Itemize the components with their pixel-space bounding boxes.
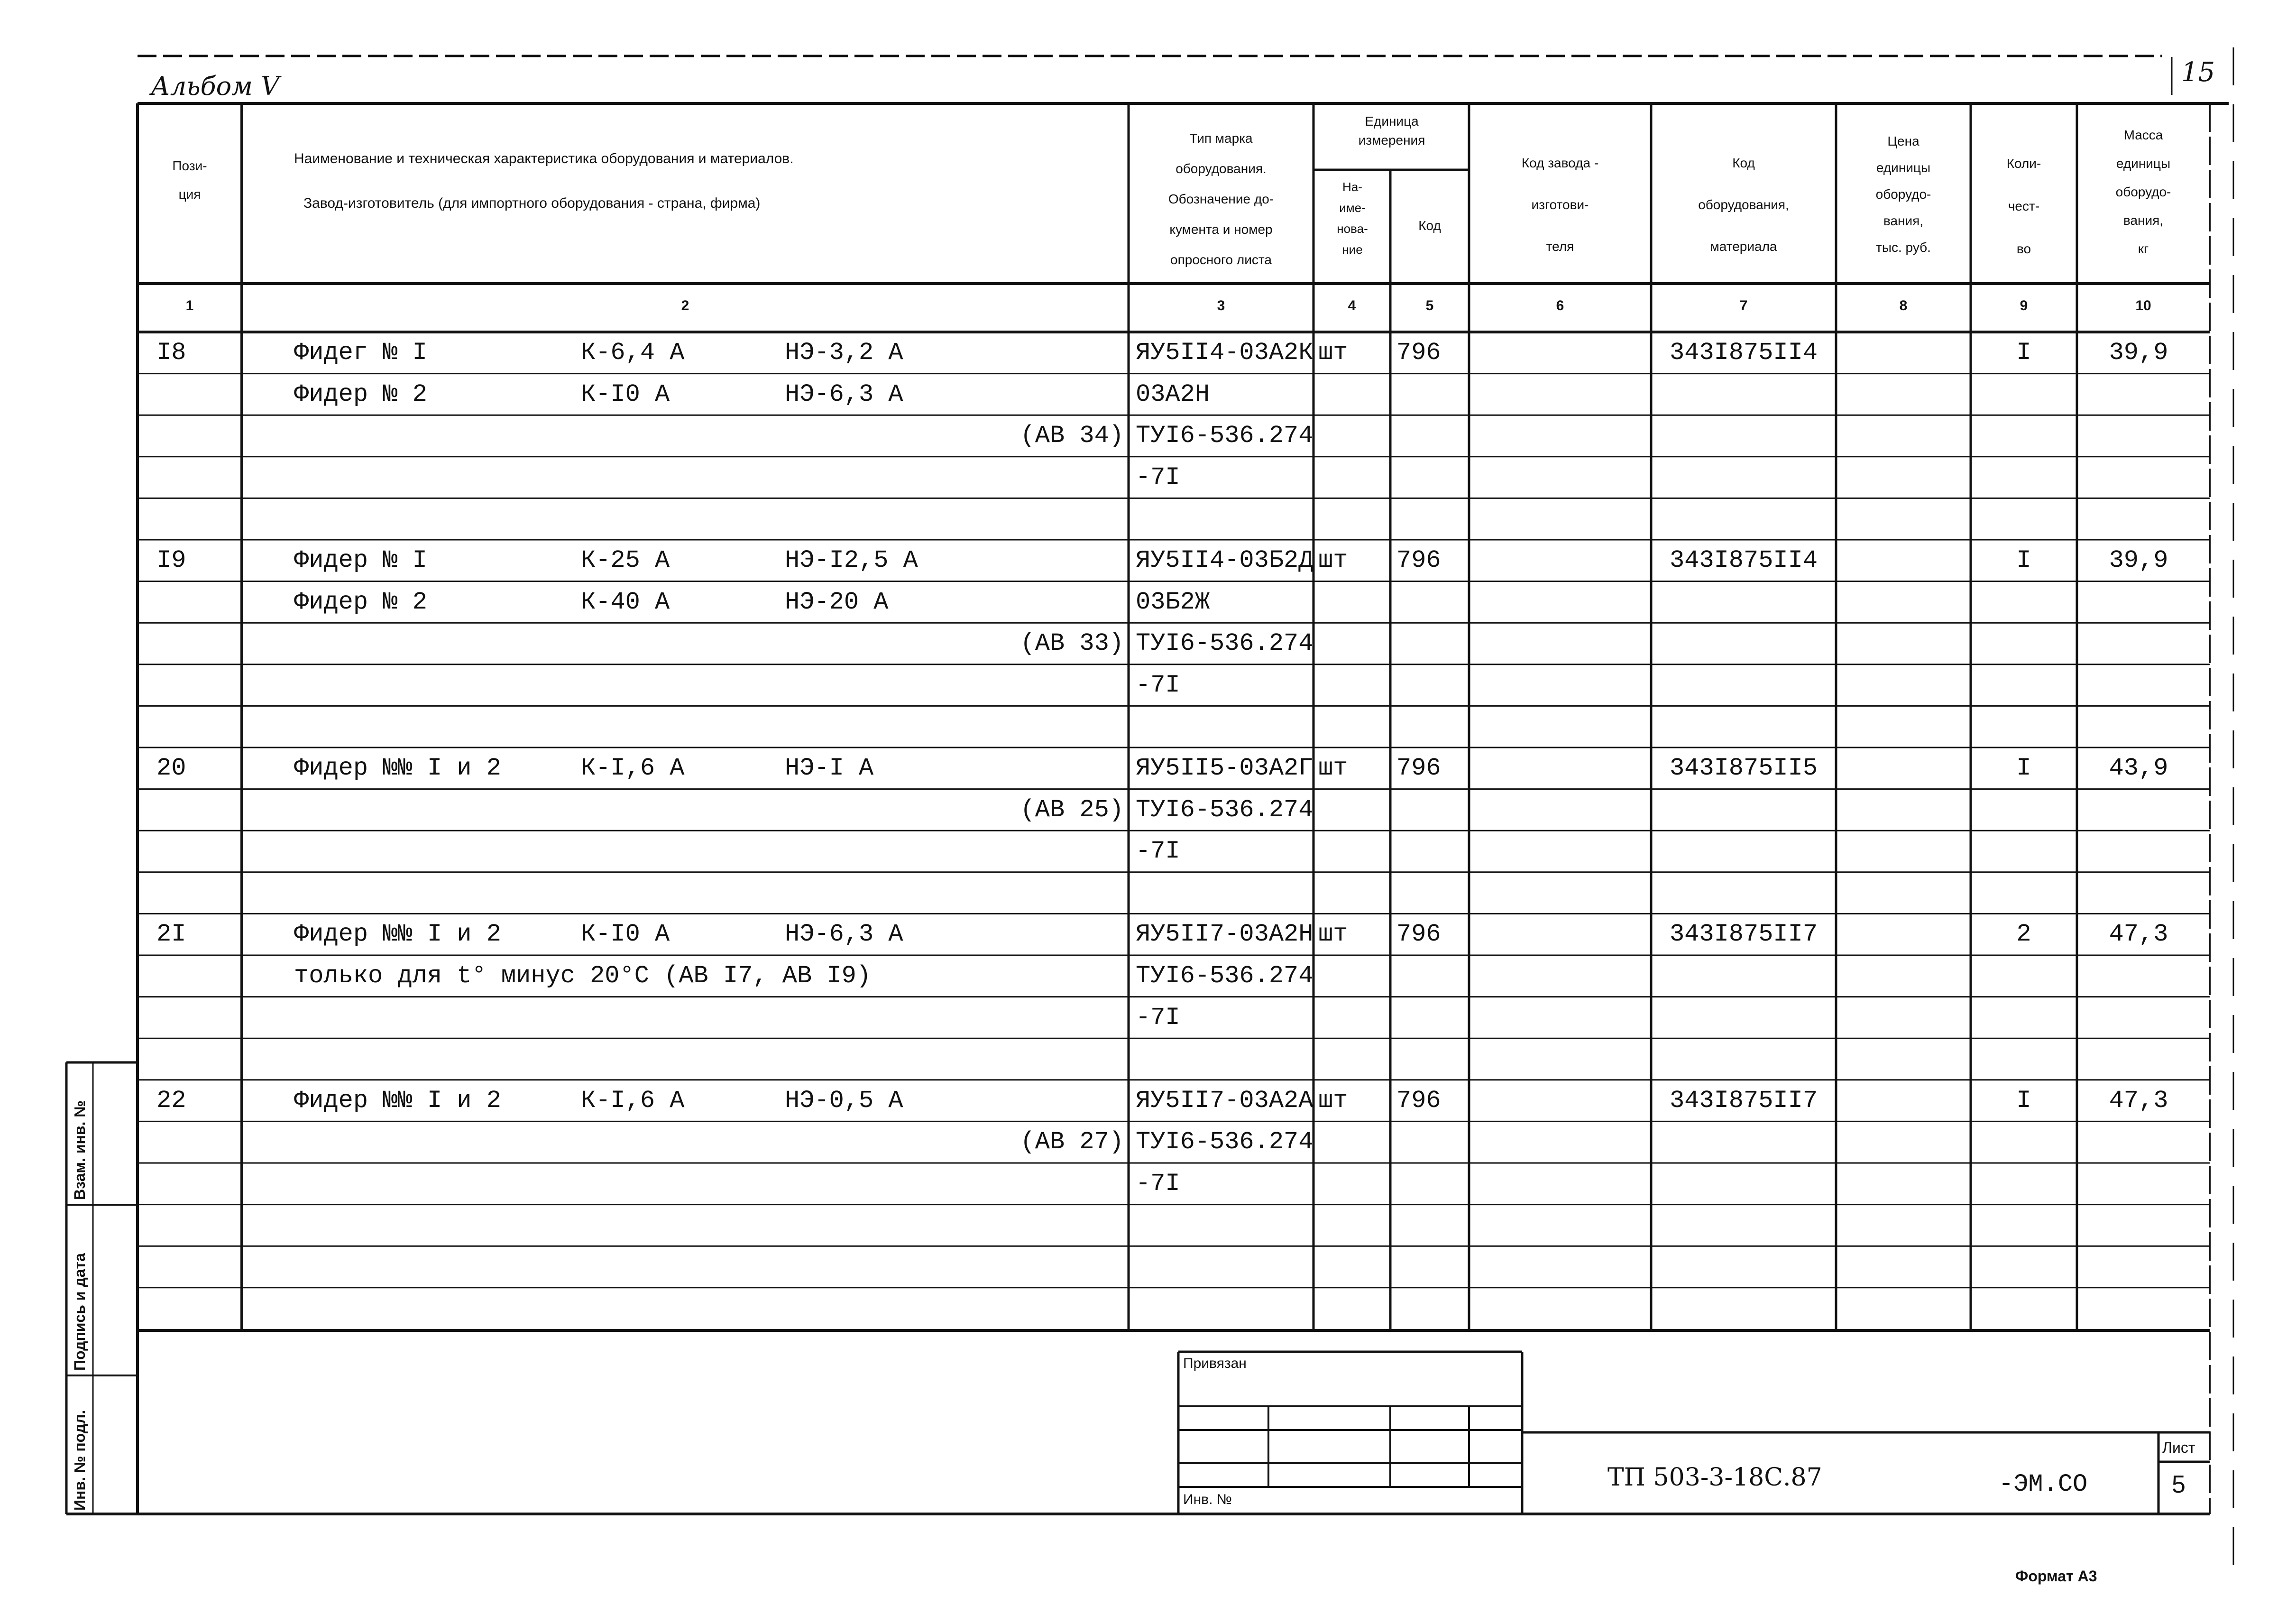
table-row [0, 540, 2296, 581]
cell-ne: НЭ-I А [785, 754, 874, 782]
cell-ecode: 343I875II4 [1669, 339, 1818, 367]
cell-qty: I [2016, 1086, 2031, 1115]
cell-k: К-I0 А [581, 380, 670, 408]
side-label-replace-inv: Взам. инв. № [71, 1100, 88, 1200]
column-number: 7 [1739, 298, 1748, 314]
cell-type: ЯУ5II4-03Б2Д [1136, 546, 1313, 574]
cell-unit: шт [1318, 546, 1348, 574]
header-position: Пози- ция [172, 158, 207, 202]
table-row [0, 1121, 2296, 1163]
stamp-sheet-number: 5 [2172, 1471, 2186, 1498]
cell-name: Фидер № 2 [294, 588, 427, 616]
cell-type: ЯУ5II7-03А2А [1136, 1086, 1313, 1115]
cell-mass: 47,3 [2109, 1086, 2168, 1115]
cell-type: ТУI6-536.274 [1136, 629, 1313, 658]
stamp-inv-number: Инв. № [1183, 1492, 1232, 1507]
cell-qty: 2 [2016, 920, 2031, 949]
table-row [0, 747, 2296, 789]
cell-ne: НЭ-3,2 А [785, 339, 903, 367]
column-number: 6 [1556, 298, 1564, 314]
cell-type: 03А2Н [1136, 380, 1210, 408]
column-number: 9 [2020, 298, 2028, 314]
cell-pos: I9 [156, 546, 186, 574]
cell-mass: 43,9 [2109, 754, 2168, 782]
cell-unit: шт [1318, 754, 1348, 782]
table-row [0, 623, 2296, 664]
table-row [0, 374, 2296, 415]
cell-ecode: 343I875II7 [1669, 920, 1818, 949]
cell-av: (АВ 34) [1020, 422, 1124, 450]
column-number: 10 [2135, 298, 2151, 314]
cell-ucode: 796 [1396, 1086, 1441, 1115]
header-name-line2: Завод-изготовитель (для импортного оборудования - страна, фирма) [303, 195, 761, 211]
cell-ne: НЭ-20 А [785, 588, 889, 616]
cell-type: -7I [1136, 837, 1180, 866]
cell-av: (АВ 25) [1020, 795, 1124, 824]
cell-name: Фидер № 2 [294, 380, 427, 408]
table-row [0, 789, 2296, 831]
cell-pos: 2I [156, 920, 186, 949]
cell-ecode: 343I875II4 [1669, 546, 1818, 574]
cell-ne: НЭ-0,5 А [785, 1086, 903, 1115]
cell-name: только для t° минус 20°С (АВ I7, АВ I9) [294, 962, 871, 990]
cell-qty: I [2016, 546, 2031, 574]
table-row [0, 1038, 2296, 1080]
cell-ucode: 796 [1396, 754, 1441, 782]
cell-av: (АВ 27) [1020, 1128, 1124, 1156]
cell-name: Фидер №№ I и 2 [294, 920, 501, 949]
header-unit-code: Код [1418, 218, 1441, 233]
cell-qty: I [2016, 754, 2031, 782]
cell-type: ТУI6-536.274 [1136, 1128, 1313, 1156]
cell-type: ЯУ5II4-03А2К [1136, 339, 1313, 367]
format-label: Формат А3 [2015, 1568, 2097, 1585]
table-row [0, 830, 2296, 872]
cell-k: К-I,6 А [581, 1086, 685, 1115]
cell-type: ЯУ5II7-03А2Н [1136, 920, 1313, 949]
column-number: 1 [185, 298, 194, 314]
cell-type: -7I [1136, 1003, 1180, 1032]
column-number: 2 [681, 298, 689, 314]
cell-pos: 20 [156, 754, 186, 782]
stamp-document-code: ТП 503-3-18С.87 [1607, 1463, 1822, 1492]
table-row [0, 664, 2296, 706]
cell-mass: 39,9 [2109, 339, 2168, 367]
cell-name: Фидер №№ I и 2 [294, 754, 501, 782]
table-row [0, 415, 2296, 457]
table-row [0, 872, 2296, 914]
cell-ucode: 796 [1396, 920, 1441, 949]
cell-pos: I8 [156, 339, 186, 367]
header-quantity: Коли- чест- во [2006, 156, 2041, 256]
column-number: 3 [1217, 298, 1225, 314]
album-label: Альбом V [151, 71, 280, 101]
cell-type: 03Б2Ж [1136, 588, 1210, 616]
table-row [0, 332, 2296, 374]
header-type: Тип марка оборудования. Обозначение до- кумента и номер опросного листа [1168, 131, 1274, 267]
table-row [0, 1080, 2296, 1122]
cell-name: Фидег № I [294, 339, 427, 367]
cell-ucode: 796 [1396, 339, 1441, 367]
cell-name: Фидер №№ I и 2 [294, 1086, 501, 1115]
cell-unit: шт [1318, 339, 1348, 367]
cell-k: К-I0 А [581, 920, 670, 949]
cell-ne: НЭ-I2,5 А [785, 546, 918, 574]
cell-mass: 39,9 [2109, 546, 2168, 574]
header-plant-code: Код завода - изготови- теля [1521, 156, 1599, 254]
cell-type: ТУI6-536.274 [1136, 962, 1313, 990]
stamp-sheet-label: Лист [2162, 1439, 2195, 1456]
header-unit: Единица измерения [1358, 114, 1425, 148]
header-mass: Масса единицы оборудо- вания, кг [2115, 128, 2171, 256]
table-row [0, 1246, 2296, 1288]
header-equipment-code: Код оборудования, материала [1698, 156, 1789, 254]
column-number: 4 [1348, 298, 1356, 314]
cell-type: -7I [1136, 671, 1180, 699]
cell-unit: шт [1318, 920, 1348, 949]
cell-k: К-25 А [581, 546, 670, 574]
sheet-corner-number: 15 [2181, 57, 2215, 88]
cell-ucode: 796 [1396, 546, 1441, 574]
table-row [0, 581, 2296, 623]
table-row [0, 706, 2296, 747]
cell-type: ЯУ5II5-03А2Г [1136, 754, 1313, 782]
cell-type: ТУI6-536.274 [1136, 422, 1313, 450]
table-row [0, 914, 2296, 955]
table-row [0, 498, 2296, 540]
cell-type: ТУI6-536.274 [1136, 795, 1313, 824]
table-row [0, 1288, 2296, 1329]
table-row [0, 457, 2296, 498]
header-price: Цена единицы оборудо- вания, тыс. руб. [1875, 134, 1931, 255]
cell-ecode: 343I875II7 [1669, 1086, 1818, 1115]
cell-k: К-40 А [581, 588, 670, 616]
cell-pos: 22 [156, 1086, 186, 1115]
table-row [0, 1163, 2296, 1205]
header-name-line1: Наименование и техническая характеристика оборудования и материалов. [294, 151, 794, 166]
cell-ne: НЭ-6,3 А [785, 920, 903, 949]
stamp-document-suffix: -ЭМ.СО [1999, 1470, 2088, 1498]
cell-mass: 47,3 [2109, 920, 2168, 949]
cell-ne: НЭ-6,3 А [785, 380, 903, 408]
table-row [0, 955, 2296, 997]
column-number: 8 [1899, 298, 1908, 314]
cell-qty: I [2016, 339, 2031, 367]
header-unit-name: На- име- нова- ние [1337, 180, 1368, 257]
side-label-orig-inv: Инв. № подл. [71, 1410, 88, 1511]
table-row [0, 997, 2296, 1039]
cell-k: К-I,6 А [581, 754, 685, 782]
cell-type: -7I [1136, 463, 1180, 491]
cell-av: (АВ 33) [1020, 629, 1124, 658]
cell-name: Фидер № I [294, 546, 427, 574]
cell-ecode: 343I875II5 [1669, 754, 1818, 782]
cell-unit: шт [1318, 1086, 1348, 1115]
side-label-signature-date: Подпись и дата [71, 1253, 88, 1371]
table-row [0, 1205, 2296, 1246]
cell-type: -7I [1136, 1170, 1180, 1198]
cell-k: К-6,4 А [581, 339, 685, 367]
stamp-privyazan: Привязан [1183, 1356, 1247, 1371]
column-number: 5 [1425, 298, 1434, 314]
